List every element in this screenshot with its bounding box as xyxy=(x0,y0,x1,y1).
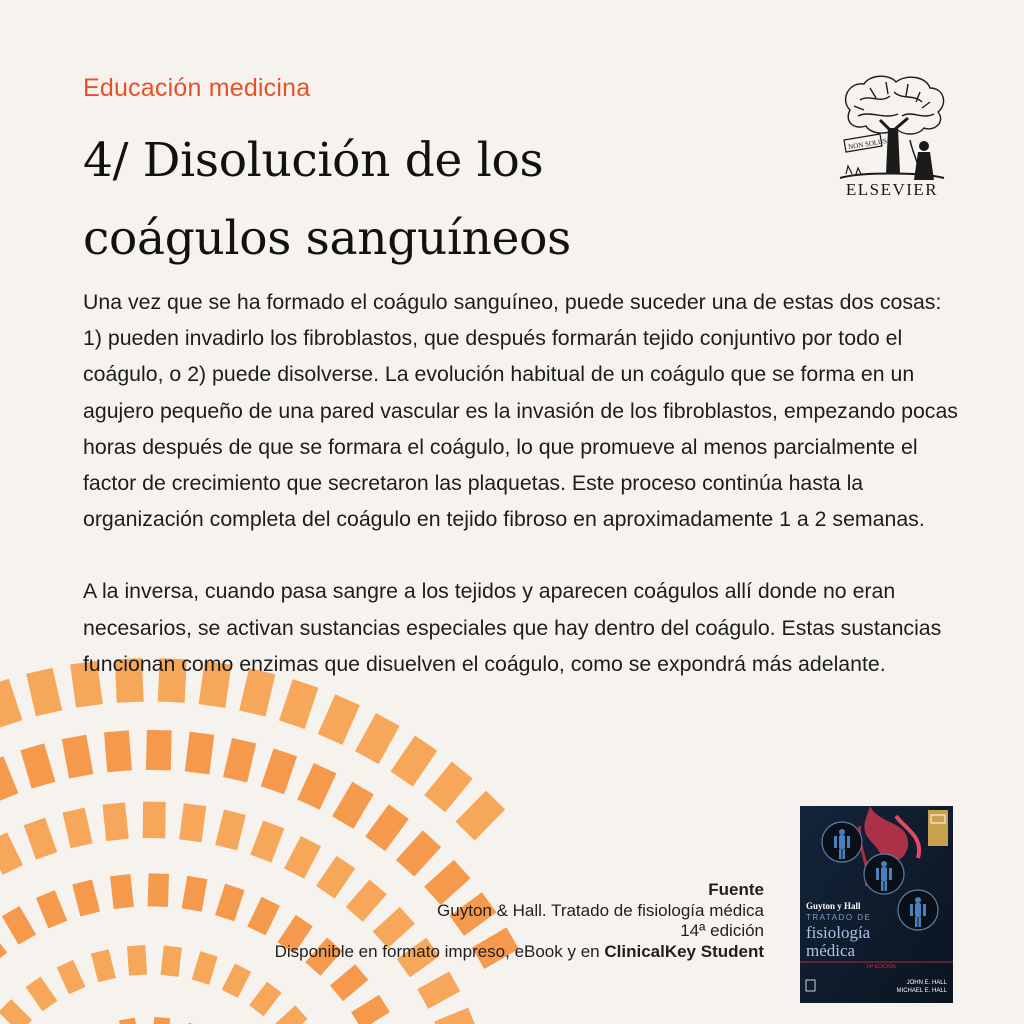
decorative-dash xyxy=(119,1018,139,1024)
decorative-dash xyxy=(0,679,22,729)
source-book: Guyton & Hall. Tratado de fisiología médica xyxy=(437,900,764,920)
decorative-dash xyxy=(279,679,318,729)
decorative-dash xyxy=(0,832,23,875)
decorative-dash xyxy=(63,808,93,849)
decorative-dash xyxy=(146,730,172,771)
decorative-dash xyxy=(215,884,245,922)
decorative-dash xyxy=(127,945,147,976)
source-availability xyxy=(275,942,764,963)
decorative-dash xyxy=(318,694,360,745)
decorative-dash xyxy=(274,1005,308,1024)
decorative-dash xyxy=(261,748,297,794)
availability-text: Disponible en formato impreso, eBook y en xyxy=(274,941,605,961)
cover-title-top: TRATADO DE xyxy=(806,913,872,922)
cover-author-2: MICHAEL E. HALL xyxy=(896,988,947,994)
decorative-dash xyxy=(330,964,368,1001)
title-line-2: coágulos sanguíneos xyxy=(83,211,571,266)
page-title xyxy=(83,122,723,278)
decorative-dash xyxy=(351,995,390,1024)
decorative-dash xyxy=(192,951,218,984)
decorative-dash xyxy=(297,763,336,810)
decorative-dash xyxy=(396,830,441,876)
decorative-dash xyxy=(24,818,57,860)
decorative-dash xyxy=(36,890,67,928)
decorative-dash xyxy=(104,730,132,772)
paragraph-1: Una vez que se ha formado el coágulo sanguíneo, puede suceder una de estas dos cosas: 1) pueden invadirlo los fibroblastos, que después formarán tejido conjuntivo por todo el coágulo, o 2) puede disolverse. La evolución habitual de un coágulo que se forma en un agujero pequeño de una pared vascular es la invasión de los fibroblastos, empezando pocas horas después de que se formara el coágulo, lo que promueve al menos parcialmente el factor de crecimiento que secretaron las plaquetas. Este proceso continúa hasta la organización completa del coágulo en tejido fibroso en aproximadamente 1 a 2 semanas. xyxy=(83,290,958,532)
cover-author-1: JOHN E. HALL xyxy=(906,980,947,986)
decorative-dash xyxy=(249,982,281,1016)
decorative-dash xyxy=(182,876,208,912)
decorative-dash xyxy=(148,873,169,907)
source-edition: 14ª edición xyxy=(680,921,764,940)
clinicalkey-label: ClinicalKey Student xyxy=(604,941,764,961)
decorative-dash xyxy=(355,713,400,764)
decorative-dash xyxy=(26,977,58,1012)
decorative-dash xyxy=(20,743,55,788)
decorative-dash xyxy=(0,756,18,802)
decorative-dash xyxy=(391,735,438,786)
title-line-1: 4/ Disolución de los xyxy=(83,133,544,188)
decorative-dash xyxy=(185,732,215,775)
elsevier-wordmark: ELSEVIER xyxy=(845,180,939,199)
decorative-dash xyxy=(215,809,246,850)
decorative-dash xyxy=(0,927,7,966)
source-label: Fuente xyxy=(708,880,764,899)
decorative-dash xyxy=(365,804,409,851)
decorative-dash xyxy=(91,949,116,982)
cover-title-main2: médica xyxy=(806,941,856,960)
decorative-dash xyxy=(110,874,134,909)
category-label: Educación medicina xyxy=(83,74,311,102)
decorative-dash xyxy=(57,960,86,994)
svg-text:NON SOLUS: NON SOLUS xyxy=(847,137,888,152)
decorative-dash xyxy=(424,761,472,812)
decorative-dash xyxy=(2,906,36,945)
decorative-dash xyxy=(417,971,460,1008)
decorative-dash xyxy=(222,963,252,998)
cover-brand: Guyton y Hall xyxy=(806,901,861,911)
decorative-dash xyxy=(26,668,62,716)
decorative-dash xyxy=(0,999,32,1024)
decorative-dash xyxy=(284,836,321,879)
decorative-dash xyxy=(434,1008,476,1024)
decorative-dash xyxy=(143,802,166,839)
article-body xyxy=(83,284,963,682)
paragraph-2: A la inversa, cuando pasa sangre a los tejidos y aparecen coágulos allí donde no eran necesarios, se activan sustancias especiales que hay dentro del coágulo. Estas sustancias funcionan como enzimas que disuelven el coágulo, como se expondrá más adelante. xyxy=(83,579,942,676)
decorative-dash xyxy=(152,1017,170,1024)
cover-title-main1: fisiología xyxy=(806,923,871,942)
decorative-dash xyxy=(179,803,206,842)
book-cover xyxy=(800,806,953,1003)
decorative-dash xyxy=(250,820,284,862)
decorative-dash xyxy=(455,791,505,841)
source-citation xyxy=(275,880,764,962)
decorative-dash xyxy=(223,738,256,783)
decorative-dash xyxy=(62,735,94,779)
decorative-dash xyxy=(72,880,100,917)
cover-edition: 14ª EDICIÓN xyxy=(866,964,896,970)
decorative-dash xyxy=(332,782,374,829)
decorative-dash xyxy=(161,945,182,976)
decorative-dash xyxy=(102,802,128,841)
